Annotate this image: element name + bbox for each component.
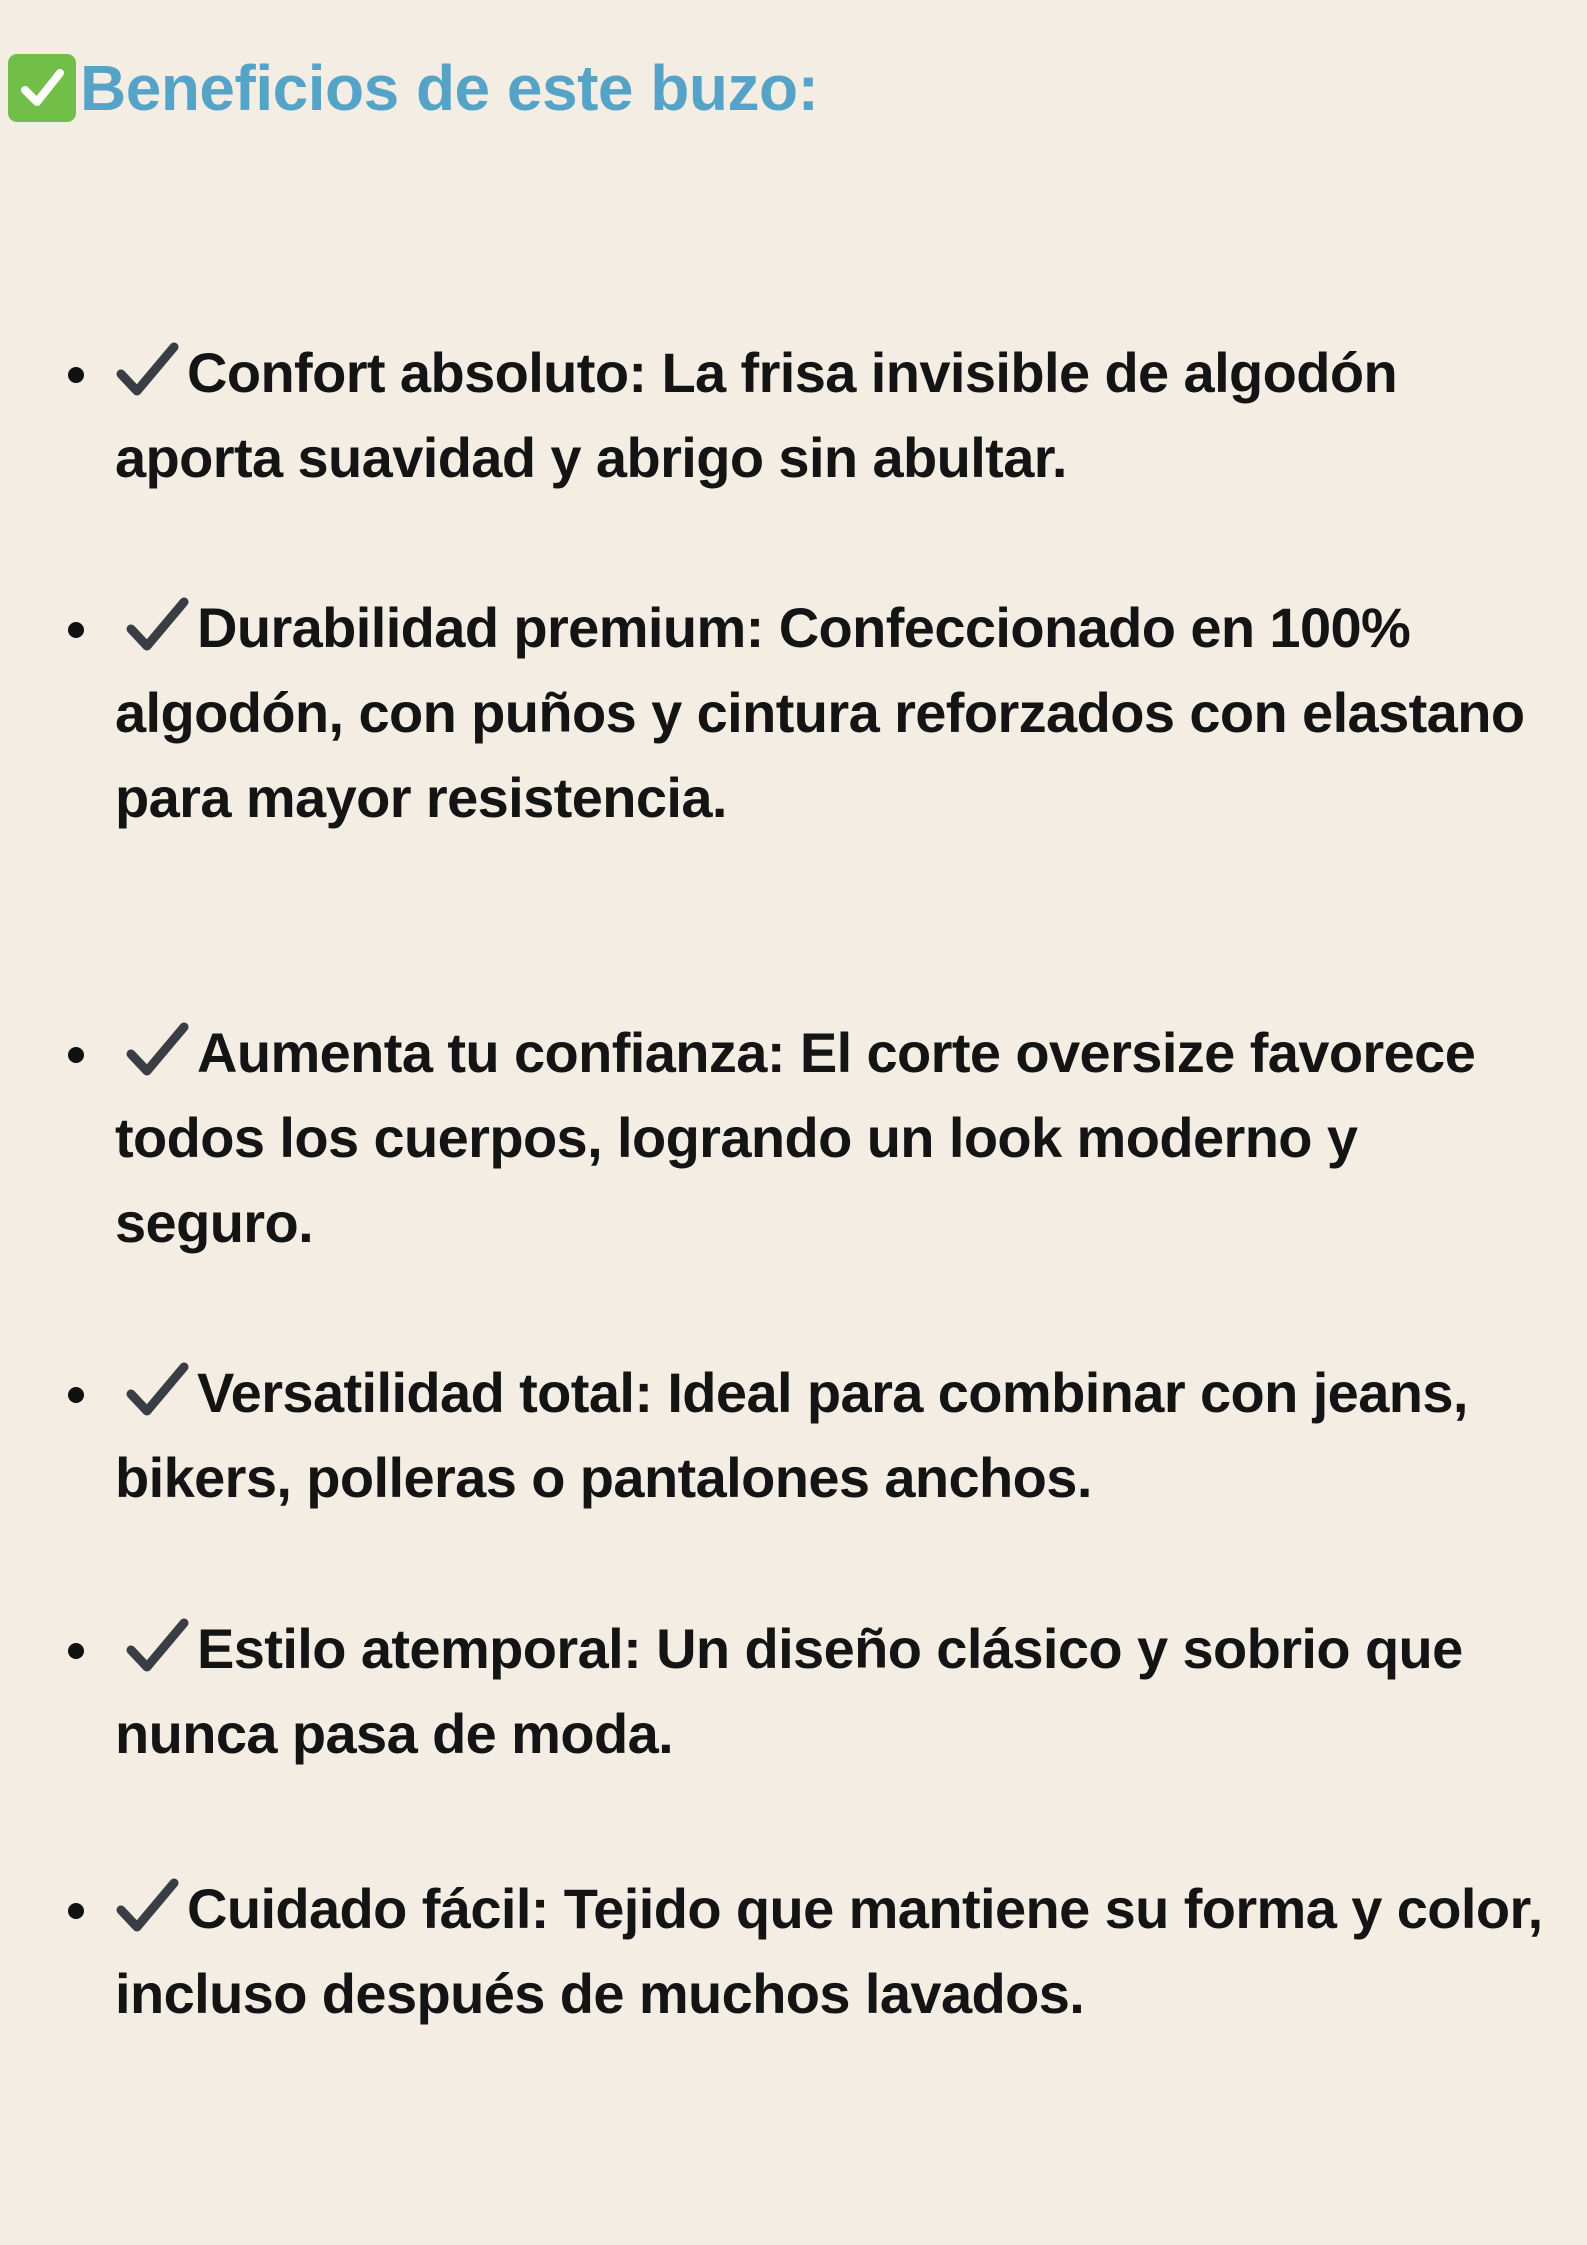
benefit-text: Aumenta tu confianza: El corte oversize favorece todos los cuerpos, logrando un look moderno y seguro. [115, 1021, 1476, 1254]
bullet-point [68, 367, 84, 383]
check-mark-icon [125, 1360, 189, 1420]
benefit-text: Cuidado fácil: Tejido que mantiene su forma y color, incluso después de muchos lavados. [115, 1877, 1543, 2025]
title-text: Beneficios de este buzo: [80, 52, 819, 124]
check-mark-icon [115, 1876, 179, 1936]
benefit-text: Versatilidad total: Ideal para combinar con jeans, bikers, polleras o pantalones anchos. [115, 1361, 1468, 1509]
bullet-point [68, 1387, 84, 1403]
check-mark-icon [125, 1020, 189, 1080]
white-check-mark-icon [8, 54, 76, 122]
bullet-point [68, 622, 84, 638]
benefit-text: Durabilidad premium: Confeccionado en 100% algodón, con puños y cintura reforzados con elastano para mayor resistencia. [115, 596, 1525, 829]
check-mark-icon [125, 1616, 189, 1676]
bullet-point [68, 1643, 84, 1659]
bullet-point [68, 1903, 84, 1919]
check-mark-icon [125, 595, 189, 655]
benefit-text: Estilo atemporal: Un diseño clásico y sobrio que nunca pasa de moda. [115, 1617, 1463, 1765]
page-title [8, 48, 818, 128]
bullet-point [68, 1047, 84, 1063]
check-mark-icon [115, 340, 179, 400]
benefit-text: Confort absoluto: La frisa invisible de algodón aporta suavidad y abrigo sin abultar. [115, 341, 1398, 489]
